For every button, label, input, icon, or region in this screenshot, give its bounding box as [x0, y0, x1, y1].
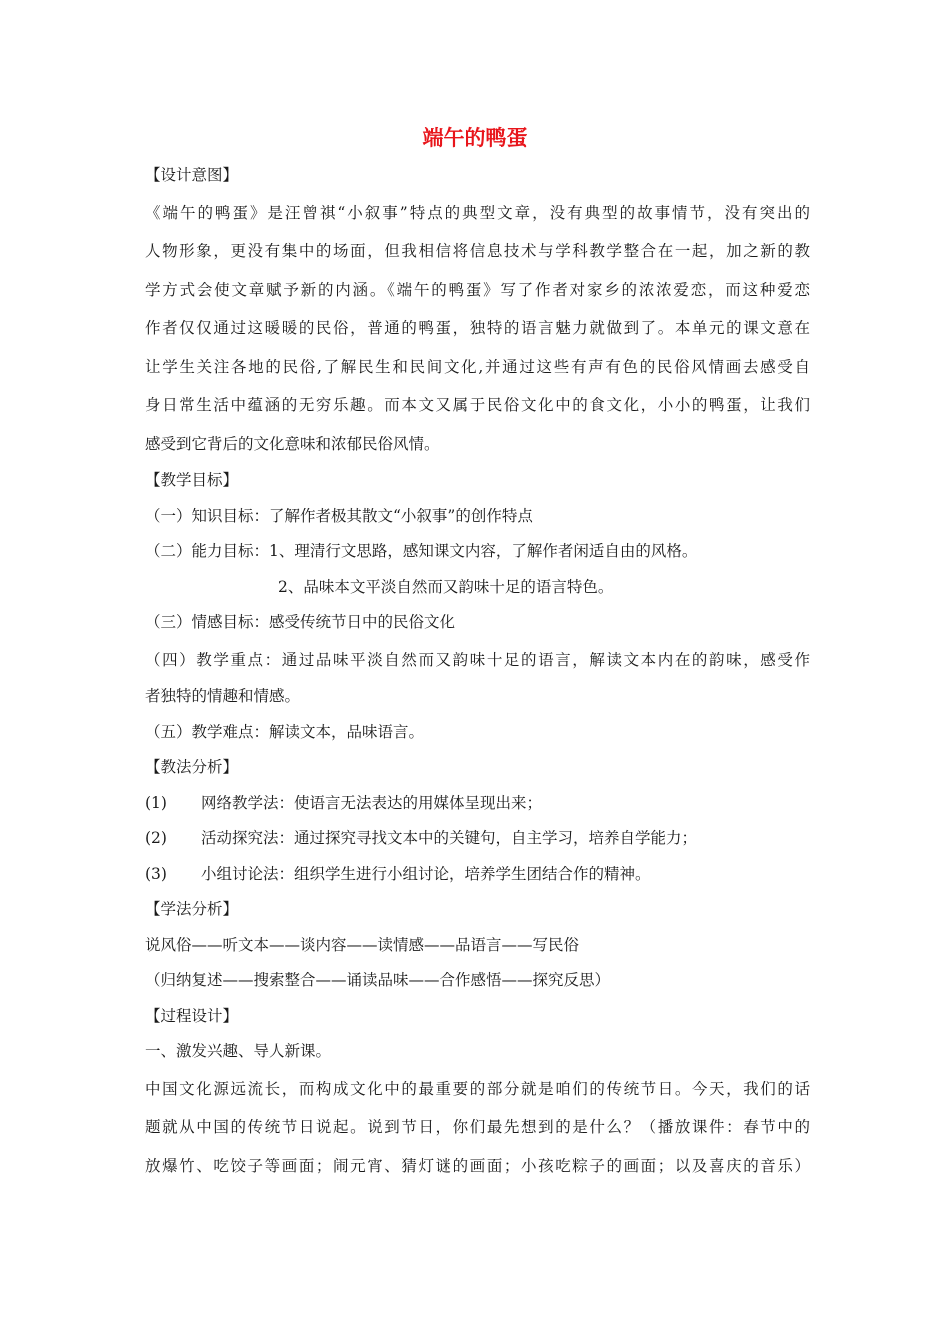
goal-line: （五）教学难点：解读文本，品味语言。	[145, 722, 425, 741]
method-number: (1)	[145, 793, 167, 812]
section-heading-teaching-methods: 【教法分析】	[145, 758, 239, 776]
learning-flow-line: 说风俗——听文本——谈内容——读情感——品语言——写民俗	[145, 935, 580, 954]
goal-line: （一）知识目标：了解作者极其散文“小叙事”的创作特点	[145, 506, 533, 525]
paragraph-line: 作者仅仅通过这暖暖的民俗，普通的鸭蛋，独特的语言魅力就做到了。本单元的课文意在	[145, 319, 810, 337]
method-text: 网络教学法：使语言无法表达的用媒体呈现出来；	[201, 793, 543, 812]
process-step-heading: 一、激发兴趣、导人新课。	[145, 1042, 332, 1060]
section-heading-process-design: 【过程设计】	[145, 1006, 239, 1025]
goal-line: （二）能力目标：1、理清行文思路，感知课文内容，了解作者闲适自由的风格。	[145, 542, 698, 560]
method-text: 活动探究法：通过探究寻找文本中的关键句，自主学习，培养自学能力；	[201, 829, 698, 847]
paragraph-line: 题就从中国的传统节日说起。说到节日，你们最先想到的是什么？（播放课件：春节中的	[145, 1118, 810, 1136]
method-number: (3)	[145, 864, 167, 883]
paragraph-line: 让学生关注各地的民俗,了解民生和民间文化,并通过这些有声有色的民俗风情画去感受自	[145, 357, 810, 376]
paragraph-line: 放爆竹、吃饺子等画面；闹元宵、猜灯谜的画面；小孩吃粽子的画面；以及喜庆的音乐）	[145, 1156, 810, 1175]
goal-line: （四）教学重点：通过品味平淡自然而又韵味十足的语言，解读文本内在的韵味，感受作	[145, 650, 810, 669]
paragraph-line: 感受到它背后的文化意味和浓郁民俗风情。	[145, 434, 440, 453]
method-text: 小组讨论法：组织学生进行小组讨论，培养学生团结合作的精神。	[201, 864, 651, 883]
paragraph-line: 人物形象，更没有集中的场面，但我相信将信息技术与学科教学整合在一起，加之新的教	[145, 242, 810, 260]
goal-line: 2、品味本文平淡自然而又韵味十足的语言特色。	[278, 577, 614, 596]
paragraph-line: 学方式会使文章赋予新的内涵。《端午的鸭蛋》写了作者对家乡的浓浓爱恋，而这种爱恋	[145, 280, 810, 299]
section-heading-design-intent: 【设计意图】	[145, 166, 239, 184]
learning-flow-line: （归纳复述——搜索整合——诵读品味——合作感悟——探究反思）	[145, 971, 611, 989]
goal-line: （三）情感目标：感受传统节日中的民俗文化	[145, 613, 456, 631]
section-heading-learning-methods: 【学法分析】	[145, 900, 239, 918]
method-item	[145, 857, 810, 893]
paragraph-line: 《端午的鸭蛋》是汪曾祺“小叙事”特点的典型文章，没有典型的故事情节，没有突出的	[145, 203, 810, 222]
paragraph-line: 中国文化源远流长，而构成文化中的最重要的部分就是咱们的传统节日。今天，我们的话	[145, 1079, 810, 1098]
document-body	[145, 158, 810, 1185]
goal-line: 者独特的情趣和情感。	[145, 687, 301, 705]
paragraph-line: 身日常生活中蕴涵的无穷乐趣。而本文又属于民俗文化中的食文化，小小的鸭蛋，让我们	[145, 396, 810, 414]
method-number: (2)	[145, 829, 167, 847]
section-heading-teaching-goals: 【教学目标】	[145, 471, 239, 489]
method-item	[145, 786, 810, 822]
document-title: 端午的鸭蛋	[422, 126, 528, 150]
method-item	[145, 821, 810, 857]
